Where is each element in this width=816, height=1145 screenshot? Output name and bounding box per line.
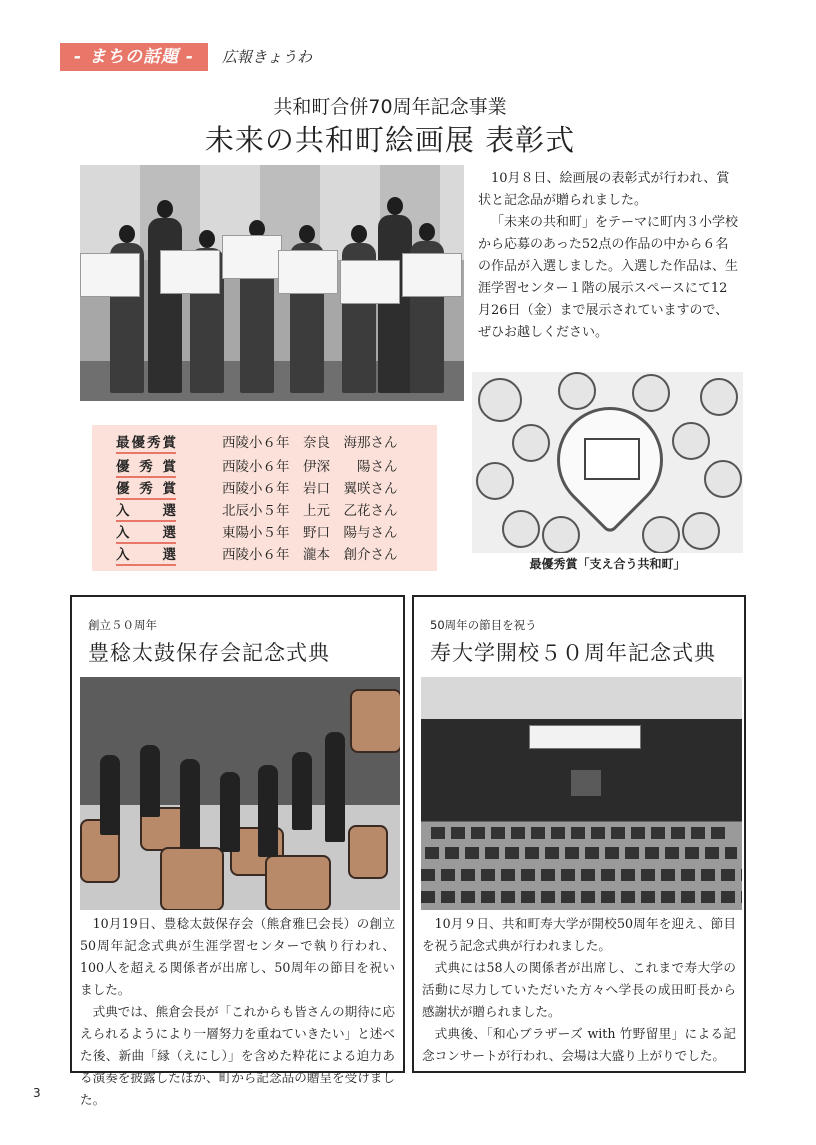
drawing-figure — [478, 378, 522, 422]
audience-row — [421, 891, 742, 903]
award-row — [116, 480, 426, 502]
award-row — [116, 458, 426, 480]
drawing-figure — [632, 374, 670, 412]
ceremony-hall-photo — [421, 677, 742, 910]
university-title: 寿大学開校５０周年記念式典 — [430, 641, 716, 665]
award-label: 優秀賞 — [116, 480, 176, 500]
award-label: 入選 — [116, 546, 176, 566]
drummer — [100, 755, 120, 835]
drawing-figure — [558, 372, 596, 410]
drummer — [292, 752, 312, 830]
publication-name: 広報きょうわ — [222, 48, 313, 66]
taiko-paragraph: 式典では、熊倉会長が「これからも皆さんの期待に応えられるようにより一層努力を重ねていきたい」と述べた後、新曲「縁（えにし）」を含めた粋花による迫力ある演奏を披露したほか、町から記念品の贈呈を受けました。 — [80, 1004, 395, 1107]
award-winner: 西陵小６年 奈良 海那さん — [222, 435, 398, 451]
university-paragraph: 式典には58人の関係者が出席し、これまで寿大学の活動に尽力していただいた方々へ学長の成田町長から感謝状が贈られました。 — [422, 960, 736, 1019]
certificate — [402, 253, 462, 297]
certificate — [80, 253, 140, 297]
taiko-title: 豊稔太鼓保存会記念式典 — [88, 641, 330, 665]
university-kicker: 50周年の節目を祝う — [430, 618, 537, 632]
drum — [160, 847, 224, 910]
drum — [348, 825, 388, 879]
award-label: 入選 — [116, 502, 176, 522]
award-winner: 西陵小６年 瀧本 創介さん — [222, 547, 398, 563]
taiko-kicker: 創立５０周年 — [88, 618, 157, 632]
feature-paragraph: 10月８日、絵画展の表彰式が行われ、賞状と記念品が贈られました。 — [478, 171, 730, 208]
drummer — [180, 759, 200, 849]
stage-banner — [529, 725, 641, 749]
award-label: 最優秀賞 — [116, 434, 176, 454]
award-label: 入選 — [116, 524, 176, 544]
drummer — [140, 745, 160, 817]
award-winner: 北辰小５年 上元 乙花さん — [222, 503, 398, 519]
certificate — [160, 250, 220, 294]
certificate — [340, 260, 400, 304]
feature-title: 未来の共和町絵画展 表彰式 — [204, 123, 576, 157]
feature-body — [478, 168, 740, 344]
drawing-figure — [672, 422, 710, 460]
audience-row — [425, 847, 737, 859]
drawing-figure — [512, 424, 550, 462]
drum — [350, 689, 400, 753]
award-row — [116, 546, 426, 568]
drawing-figure — [476, 462, 514, 500]
award-winner: 西陵小６年 伊深 陽さん — [222, 459, 398, 475]
drum — [265, 855, 331, 910]
drawing-figure — [682, 512, 720, 550]
certificate — [222, 235, 282, 279]
taiko-photo — [80, 677, 400, 910]
university-paragraph: 式典後、「和心ブラザーズ with 竹野留里」による記念コンサートが行われ、会場は大盛り上がりでした。 — [422, 1026, 736, 1063]
drawing-figure — [642, 516, 680, 553]
category-badge: - まちの話題 - — [60, 43, 208, 71]
drawing-figure — [704, 460, 742, 498]
taiko-paragraph: 10月19日、豊稔太鼓保存会（熊倉雅巳会長）の創立50周年記念式典が生涯学習センターで執り行われ、100人を超える関係者が出席し、50周年の節目を祝いました。 — [80, 916, 395, 997]
university-body — [422, 913, 736, 1067]
feature-paragraph: 「未来の共和町」をテーマに町内３小学校から応募のあった52点の作品の中から６名の作品が入選しました。入選した作品は、生涯学習センター１階の展示スペースにて12月26日（金）まで展示されていますので、ぜひお越しください。 — [478, 215, 739, 340]
drawing-figure — [700, 378, 738, 416]
drummer — [325, 732, 345, 842]
award-label: 優秀賞 — [116, 458, 176, 478]
stage-podium — [571, 770, 601, 796]
award-row — [116, 434, 426, 456]
photo-person — [148, 218, 182, 393]
drawing-figure — [542, 516, 580, 553]
winning-drawing-photo — [472, 372, 743, 553]
audience-row — [421, 869, 742, 881]
feature-subtitle: 共和町合併70周年記念事業 — [273, 96, 507, 118]
award-row — [116, 502, 426, 524]
certificate — [278, 250, 338, 294]
photo-person — [378, 215, 412, 393]
drawing-figure — [502, 510, 540, 548]
drawing-building — [584, 438, 640, 480]
ceremony-photo — [80, 165, 464, 401]
page-number: 3 — [33, 1086, 41, 1100]
audience-row — [431, 827, 731, 839]
drummer — [258, 765, 278, 857]
taiko-body — [80, 913, 395, 1111]
award-winner: 東陽小５年 野口 陽与さん — [222, 525, 398, 541]
award-list — [92, 425, 437, 571]
award-winner: 西陵小６年 岩口 翼咲さん — [222, 481, 398, 497]
drummer — [220, 772, 240, 852]
drawing-caption: 最優秀賞「支え合う共和町」 — [529, 557, 686, 571]
university-paragraph: 10月９日、共和町寿大学が開校50周年を迎え、節目を祝う記念式典が行われました。 — [422, 916, 736, 953]
award-row — [116, 524, 426, 546]
